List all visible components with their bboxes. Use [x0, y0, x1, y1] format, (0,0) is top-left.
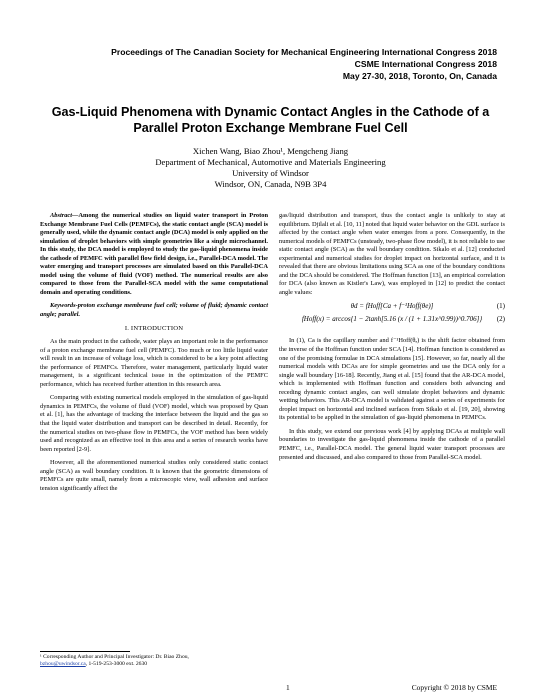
- header-line-2: CSME International Congress 2018: [354, 59, 497, 69]
- author-names: Xichen Wang, Biao Zhou¹, Mengcheng Jiang: [192, 146, 349, 156]
- intro-paragraph: As the main product in the cathode, water plays an important role in the performance of a proton exchange membrane fuel cell (PEMFC). Too much or too little liquid water will result in an increase of voltage loss, which is considered to be a key point affecting the performance of PEMFCs. Therefore, water management, particularly liquid water management, is a significant technical issue in the optimization of the PEMFC performance, which has received further attention in this research area.: [40, 338, 268, 388]
- header-line-1: Proceedings of The Canadian Society for Mechanical Engineering International Congress 2018: [111, 47, 497, 57]
- abstract-label: Abstract—: [50, 212, 79, 219]
- body-paragraph: In this study, we extend our previous work [4] by applying DCAs at multiple wall boundaries to investigate the gas-liquid phenomena inside the cathode of a parallel PEMFC, i.e., Parallel-DCA model. The general liquid water transport processes are presented and discussed, and also compared to those from Parallel-SCA model.: [279, 427, 505, 461]
- equation-1: [279, 302, 505, 315]
- section-heading-introduction: I. INTRODUCTION: [124, 324, 184, 332]
- footnote-rule: [40, 651, 130, 652]
- left-column: [40, 212, 268, 498]
- equation-2-body: fHoff(x) = arccos{1 − 2tanh[5.16 (x / (1 + 1.31x^0.99))^0.706]}: [301, 315, 483, 324]
- author-block: [40, 146, 501, 190]
- right-column: [279, 212, 505, 467]
- body-paragraph: gas/liquid distribution and transport, thus the contact angle is unlikely to stay at equilibrium. Djilali et al. [10, 11] noted that liquid water behavior on the GDL surface is affected by the contact angle when water emerges from a pore. Consequently, in the numerical models of PEMFCs (unsteady, two-phase flow model), it is not reliable to use static contact angle (SCA) as the wall boundary condition. Sikalo et al. [12] conducted experimental and numerical studies for droplet impact on horizontal surface, and it is revealed that there are obvious limitations using SCA as one of the boundary conditions and the DCA should be considered. The Hoffman function [13], an empirical correlation for DCA (also known as Kistler's Law), was employed in [12] to predict the contact angle values:: [279, 212, 505, 296]
- equation-1-number: (1): [496, 302, 505, 311]
- proceedings-header: [111, 46, 497, 82]
- abstract: [40, 212, 268, 297]
- paper-title: [40, 104, 501, 136]
- abstract-text: Among the numerical studies on liquid water transport in Proton Exchange Membrane Fuel Cells (PEMFCs), the static contact angle (SCA) model is generally used, while the dynamic contact angle (DCA) model is only applied on the simulation of droplet behaviors with simple geometries like a single microchannel. In this study, the DCA model is employed to study the gas-liquid phenomena inside the cathode of PEMFC with parallel flow field design, i.e., Parallel-DCA model. The water emerging and transport processes are simulated based on this Parallel-DCA model using the volume of fluid (VOF) method. The numerical results are also compared to those from the Parallel-SCA model with the same computational domain and operating conditions.: [40, 212, 268, 296]
- footnote-phone: , 1-519-253-3000 ext. 2630: [85, 661, 148, 667]
- author-department: Department of Mechanical, Automotive and Materials Engineering: [155, 157, 386, 167]
- keywords-label: Keywords-: [50, 302, 78, 310]
- title-line-2: Parallel Proton Exchange Membrane Fuel Cell: [133, 121, 408, 135]
- author-email-link[interactable]: bzhou@uwindsor.ca: [40, 661, 86, 667]
- footnote: [40, 654, 268, 668]
- intro-paragraph: However, all the aforementioned numerical studies only considered static contact angle (SCA) as wall boundary condition. It is known that the geometric dimensions of PEMFCs are quite small, namely from a microscopic view, wall adhesion and surface tension significantly affect the: [40, 459, 268, 492]
- equation-2: [279, 315, 505, 337]
- copyright-notice: Copyright © 2018 by CSME: [411, 683, 497, 692]
- author-address: Windsor, ON, Canada, N9B 3P4: [214, 179, 327, 189]
- body-paragraph: In (1), Ca is the capillary number and f⁻¹Hoff(θₑ) is the shift factor obtained from the inverse of the Hoffman function under SCA [14]. Hoffman function is considered as one of the promising formulae in DCA simulations [15]. However, so far, nearly all the numerical models with DCAs are for simple geometries and use the DCA only for a single wall boundary [16-18]. Recently, Jiang et al. [15] found that the AR-DCA model, which is implemented with Hoffman function and considers both advancing and receding dynamic contact angles, can well simulate droplet behaviors and dynamic wetting behaviors. This AR-DCA model is validated against a series of experiments for droplet impact on horizontal and inclined surfaces from Sikalo et al. [19, 20], showing its potential to be applied in the simulation of gas-liquid phenomena in PEMFCs.: [279, 337, 505, 422]
- title-line-1: Gas-Liquid Phenomena with Dynamic Contact Angles in the Cathode of a: [51, 105, 490, 119]
- intro-paragraph: Comparing with existing numerical models employed in the simulation of gas-liquid dynamics in PEMFCs, the volume of fluid (VOF) model, which was proposed by Quan et al. [1], has the advantage of tracking the interface between the liquid and the gas so that the liquid water distribution and transport can be described in detail. Recently, for the numerical studies on two-phase flow in PEMFCs, the VOF method has been widely used and recognized as an effective tool in this area and a series of research works have been reported [2-9].: [40, 394, 268, 453]
- equation-1-body: θd = fHoff[Ca + f⁻¹Hoff(θe)]: [350, 302, 434, 311]
- author-university: University of Windsor: [232, 168, 309, 178]
- header-line-3: May 27-30, 2018, Toronto, On, Canada: [342, 71, 497, 81]
- keywords: [40, 302, 268, 319]
- footnote-text: ¹ Corresponding Author and Principal Investigator: Dr. Biao Zhou,: [40, 654, 189, 660]
- equation-2-number: (2): [496, 315, 505, 324]
- keywords-text: proton exchange membrane fuel cell; volume of fluid; dynamic contact angle; parallel.: [40, 302, 268, 319]
- page-number: 1: [286, 683, 290, 692]
